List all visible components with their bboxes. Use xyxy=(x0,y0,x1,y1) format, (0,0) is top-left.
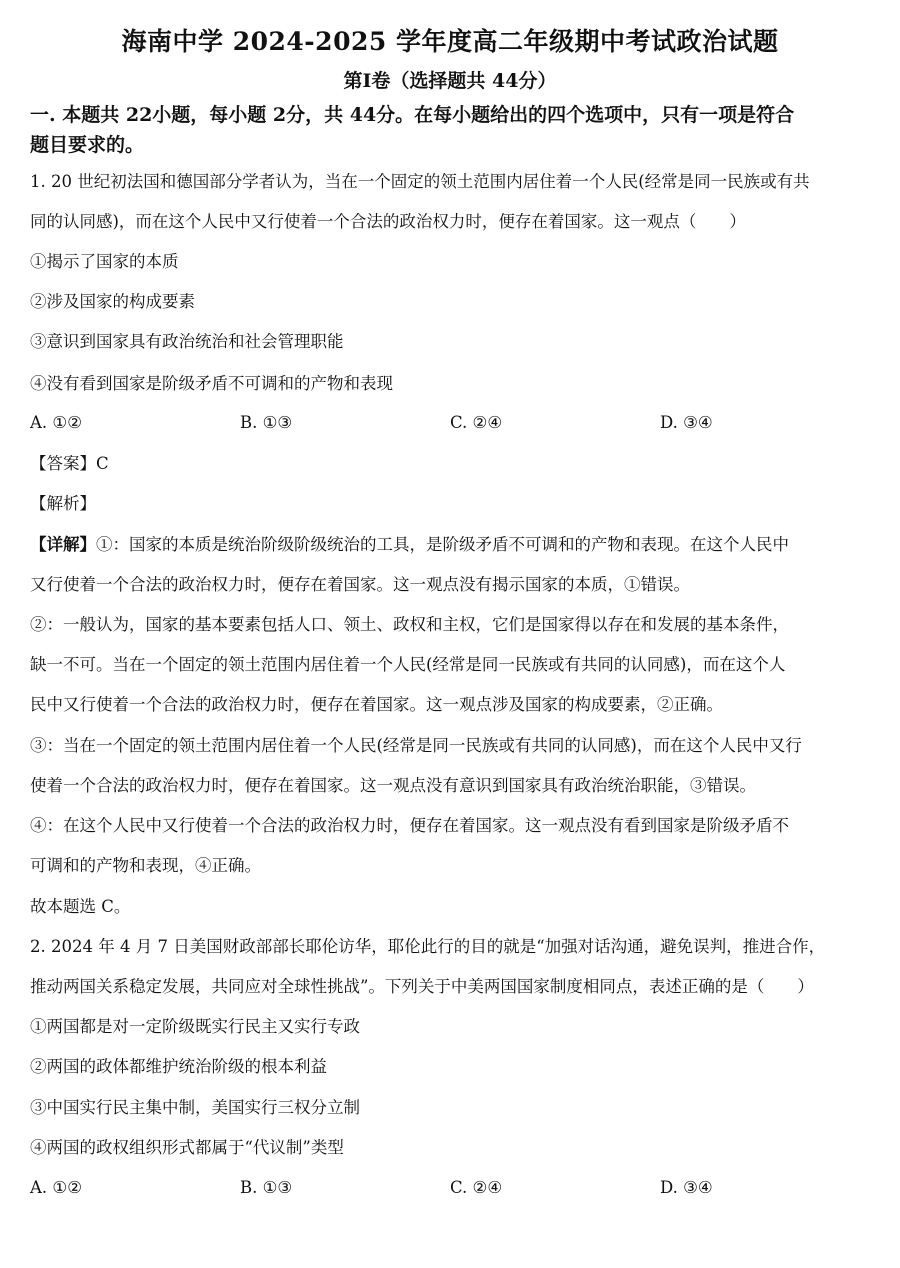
q1-option-a: A. ①② xyxy=(30,413,82,432)
detail-text: ①：国家的本质是统治阶级阶级统治的工具，是阶级矛盾不可调和的产物和表现。在这个人民中 xyxy=(96,535,789,554)
q2-statement-1: ①两国都是对一定阶级既实行民主又实行专政 xyxy=(30,1017,360,1036)
q1-statement-3: ③意识到国家具有政治统治和社会管理职能 xyxy=(30,332,344,351)
answer-value: C xyxy=(96,454,109,473)
q2-stem-line2: 推动两国关系稳定发展，共同应对全球性挑战”。下列关于中美两国国家制度相同点，表述正确的是（ ） xyxy=(30,977,814,996)
q1-detail-line5: 民中又行使着一个合法的政治权力时，便存在着国家。这一观点涉及国家的构成要素，②正确。 xyxy=(30,695,723,714)
q1-detail-line3: ②：一般认为，国家的基本要素包括人口、领土、政权和主权，它们是国家得以存在和发展的基本条件， xyxy=(30,615,789,634)
q1-stem-line1: 1. 20 世纪初法国和德国部分学者认为，当在一个固定的领土范围内居住着一个人民(经常是同一民族或有共 xyxy=(30,172,810,191)
q1-detail-line2: 又行使着一个合法的政治权力时，便存在着国家。这一观点没有揭示国家的本质，①错误。 xyxy=(30,575,690,594)
q1-conclusion: 故本题选 C。 xyxy=(30,897,131,916)
q1-detail-line9: 可调和的产物和表现，④正确。 xyxy=(30,856,261,875)
q2-statement-3: ③中国实行民主集中制，美国实行三权分立制 xyxy=(30,1098,360,1117)
q2-stem-line1: 2. 2024 年 4 月 7 日美国财政部部长耶伦访华，耶伦此行的目的就是“加强对话沟通，避免误判，推进合作， xyxy=(30,937,826,956)
section-instructions-line2: 题目要求的。 xyxy=(30,134,145,156)
detail-label: 【详解】 xyxy=(30,535,96,554)
section-instructions-line1: 一. 本题共 22小题，每小题 2分，共 44分。在每小题给出的四个选项中，只有一项是符合 xyxy=(30,104,795,126)
q2-option-d: D. ③④ xyxy=(660,1178,713,1197)
q1-detail-line4: 缺一不可。当在一个固定的领土范围内居住着一个人民(经常是同一民族或有共同的认同感)，而在这个人 xyxy=(30,655,786,674)
q1-statement-4: ④没有看到国家是阶级矛盾不可调和的产物和表现 xyxy=(30,374,393,393)
q2-option-b: B. ①③ xyxy=(240,1178,293,1197)
q2-option-a: A. ①② xyxy=(30,1178,82,1197)
q1-detail-line7: 使着一个合法的政治权力时，便存在着国家。这一观点没有意识到国家具有政治统治职能，③错误。 xyxy=(30,776,756,795)
exam-title: 海南中学 2024-2025 学年度高二年级期中考试政治试题 xyxy=(121,27,779,56)
part-title: 第Ⅰ卷（选择题共 44分） xyxy=(343,70,557,92)
q1-statement-2: ②涉及国家的构成要素 xyxy=(30,292,195,311)
q1-analysis-label: 【解析】 xyxy=(30,494,96,513)
q1-stem-line2: 同的认同感)，而在这个人民中又行使着一个合法的政治权力时，便存在着国家。这一观点（ ） xyxy=(30,212,746,231)
q1-option-c: C. ②④ xyxy=(450,413,503,432)
q2-statement-2: ②两国的政体都维护统治阶级的根本利益 xyxy=(30,1057,327,1076)
q1-detail-line1 xyxy=(30,533,880,557)
q1-answer xyxy=(30,452,880,476)
q1-option-d: D. ③④ xyxy=(660,413,713,432)
q1-statement-1: ①揭示了国家的本质 xyxy=(30,252,179,271)
q2-statement-4: ④两国的政权组织形式都属于“代议制”类型 xyxy=(30,1138,344,1157)
q1-detail-line6: ③：当在一个固定的领土范围内居住着一个人民(经常是同一民族或有共同的认同感)，而在这个人民中又行 xyxy=(30,736,802,755)
q2-option-c: C. ②④ xyxy=(450,1178,503,1197)
q1-option-b: B. ①③ xyxy=(240,413,293,432)
answer-label: 【答案】 xyxy=(30,454,96,473)
q1-detail-line8: ④：在这个人民中又行使着一个合法的政治权力时，便存在着国家。这一观点没有看到国家是阶级矛盾不 xyxy=(30,816,789,835)
